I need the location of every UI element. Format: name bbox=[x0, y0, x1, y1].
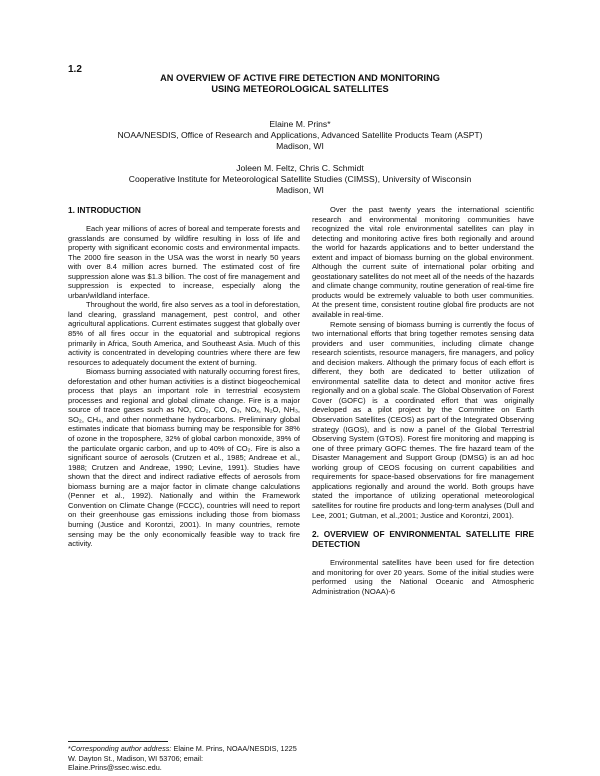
author-location-1: Madison, WI bbox=[276, 141, 324, 151]
author-affiliation-2: Cooperative Institute for Meteorological Satellite Studies (CIMSS), University of Wisconsin bbox=[128, 174, 472, 184]
footnote-label: Corresponding author address: bbox=[70, 744, 172, 753]
footnote-marker: * bbox=[68, 744, 71, 753]
author-block-1 bbox=[0, 119, 600, 152]
author-affiliation-1: NOAA/NESDIS, Office of Research and Applications, Advanced Satellite Products Team (ASPT) bbox=[117, 130, 483, 140]
section2-paragraph-1: Environmental satellites have been used for fire detection and monitoring for over 20 years. Some of the initial studies were performed using the National Oceanic and Atmospheric Administration (NOAA)-6 bbox=[312, 558, 534, 596]
section-heading-overview: 2. OVERVIEW OF ENVIRONMENTAL SATELLITE FIRE DETECTION bbox=[312, 529, 534, 550]
footnote-rule bbox=[68, 741, 168, 742]
author-name-1: Elaine M. Prins* bbox=[269, 119, 331, 129]
author-location-2: Madison, WI bbox=[276, 185, 324, 195]
intro-paragraph-1: Each year millions of acres of boreal and temperate forests and grasslands are consumed by wildfire resulting in loss of life and property with significant economic costs and environmental impacts. The 2000 fire season in the USA was the worst in nearly 50 years with over 8.4 million acres burned. The estimated cost of fire suppression alone was $1.3 billion. The cost of fire management and suppression is expected to increase, especially along the urban/wildland interface. bbox=[68, 224, 300, 300]
right-paragraph-2: Remote sensing of biomass burning is currently the focus of two international efforts that bring together remotes sensing data providers and user communities, including climate change research scientists, resource managers, fire managers, and policy and decision makers. Although the primary focus of each effort is different, they both are dedicated to better utilization of environmental satellite data to detect and monitor active fires regionally and on a global scale. The Global Observation of Forest Cover (GOFC) is a coordinated effort that was originally developed as a pilot project by the Committee on Earth Observation Satellites (CEOS) as part of the Integrated Observing strategy (IGOS), and is now a panel of the Global Terrestrial Observing System (GTOS). Forest fire monitoring and mapping is one of three primary GOFC themes. The fire hazard team of the Disaster Management and Support Group (DMSG) is an ad hoc working group of CEOS focusing on current capabilities and requirements for space-based observations for fire management applications regionally and around the world. Both groups have stated the importance of utilizing operational meteorological satellites for routine fire products and long-term analyses (Dull and Lee, 2001; Gutman, et al.,2001; Justice and Korontzi, 2001). bbox=[312, 319, 534, 520]
title-line-1: AN OVERVIEW OF ACTIVE FIRE DETECTION AND MONITORING bbox=[160, 73, 440, 83]
right-column bbox=[312, 205, 534, 596]
right-paragraph-1: Over the past twenty years the international scientific research and environmental monitoring communities have recognized the vital role environmental satellites can play in detecting and monitoring active fires both regionally and around the world for hazards applications and to better understand the extent and impact of biomass burning on the global environment. Although the current suite of international polar orbiting and geostationary satellites do not meet all of the needs of the hazards and climate change community, routine generation of real-time fire products would be extremely valuable to both user communities. At the present time, consistent routine global fire products are not available in real-time. bbox=[312, 205, 534, 320]
section-number: 1.2 bbox=[68, 64, 82, 75]
author-name-2: Joleen M. Feltz, Chris C. Schmidt bbox=[236, 163, 364, 173]
left-column bbox=[68, 205, 300, 549]
section-heading-introduction: 1. INTRODUCTION bbox=[68, 205, 141, 215]
author-block-2 bbox=[0, 163, 600, 196]
intro-paragraph-2: Throughout the world, fire also serves as a tool in deforestation, land clearing, grassland management, pest control, and other agricultural applications. Current estimates suggest that globally over 85% of all fires occur in the equatorial and subtropical regions primarily in Africa, South America, and Southeast Asia. Much of this activity is concentrated in developing countries where there are few resources to adequately document the extent of burning. bbox=[68, 300, 300, 367]
footnote bbox=[68, 744, 298, 773]
intro-paragraph-3: Biomass burning associated with naturally occurring forest fires, deforestation and other human activities is a distinct biogeochemical process that plays an important role in terrestrial ecosystem processes and regional and global climate change. Fire is a major source of trace gases such as NO, CO₂, CO, O₃, NOₓ, N₂O, NH₃, SO₂, CH₄, and other nonmethane hydrocarbons. Preliminary global estimates indicate that biomass burning may be responsible for 38% of ozone in the troposphere, 32% of global carbon monoxide, 39% of the particulate organic carbon, and up to 40% of CO₂. Fire is also a significant source of aerosols (Crutzen et al., 1985; Andreae et al., 1988; Crutzen and Andreae, 1990; Levine, 1991). Studies have shown that the direct and indirect radiative effects of aerosols from biomass burning are a major factor in climate change calculations (Penner et al., 1992). Nationally and within the Framework Convention on Climate Change (FCCC), countries will need to report on their greenhouse gas emissions including those from biomass burning (Justice and Korontzi, 2001). In many countries, remote sensing may be the only economically feasible way to track fire activity. bbox=[68, 367, 300, 549]
title-line-2: USING METEOROLOGICAL SATELLITES bbox=[211, 84, 389, 94]
paper-title bbox=[0, 73, 600, 95]
footnote-text: Elaine M. Prins, NOAA/NESDIS, 1225 W. Dayton St., Madison, WI 53706; email: Elaine.Prins@ssec.wisc.edu. bbox=[68, 744, 297, 773]
